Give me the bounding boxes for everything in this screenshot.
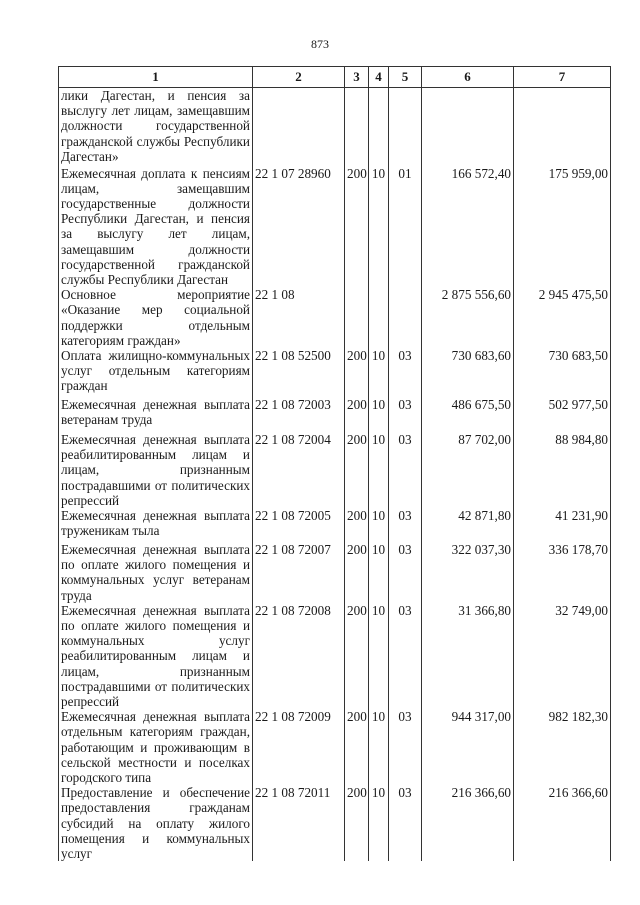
row-value-6: 944 317,00 [422,709,514,785]
row-code: 22 1 08 72009 [253,709,345,785]
row-name: Ежемесячная денежная выплата по оплате жилого помещения и коммунальных услуг реабилитированным лицам и лицам, признанным пострадавшими от политических репрессий [59,603,253,709]
row-name: Ежемесячная денежная выплата по оплате жилого помещения и коммунальных услуг ветеранам труда [59,542,253,603]
row-col4 [369,287,389,348]
row-col5: 03 [389,785,422,861]
table-row [59,432,611,508]
row-col4: 10 [369,166,389,288]
row-name: Ежемесячная денежная выплата реабилитированным лицам и лицам, признанным пострадавшими от политических репрессий [59,432,253,508]
page-number: 873 [311,37,329,51]
row-name: Ежемесячная денежная выплата труженикам тыла [59,508,253,542]
table-row [59,603,611,709]
row-col3 [345,287,369,348]
row-col4: 10 [369,542,389,603]
row-col3: 200 [345,397,369,432]
row-col5: 03 [389,508,422,542]
table-row [59,88,611,166]
table-row [59,397,611,432]
table-row [59,785,611,861]
row-value-6: 31 366,80 [422,603,514,709]
row-col5: 03 [389,542,422,603]
row-col5: 03 [389,397,422,432]
row-name: Предоставление и обеспечение предоставления гражданам субсидий на оплату жилого помещения и коммунальных услуг [59,785,253,861]
row-code: 22 1 08 52500 [253,348,345,397]
row-col4 [369,88,389,166]
row-col5: 03 [389,348,422,397]
row-col4: 10 [369,397,389,432]
table-row [59,348,611,397]
col-header-5: 5 [389,67,422,88]
row-col4: 10 [369,785,389,861]
row-value-6: 87 702,00 [422,432,514,508]
row-col4: 10 [369,348,389,397]
row-col3: 200 [345,785,369,861]
row-col5 [389,287,422,348]
row-col3: 200 [345,709,369,785]
row-col5: 03 [389,432,422,508]
row-col4: 10 [369,432,389,508]
col-header-7: 7 [514,67,611,88]
row-col4: 10 [369,508,389,542]
budget-table [58,66,611,861]
table-row [59,709,611,785]
header-row [59,67,611,88]
row-code: 22 1 08 72007 [253,542,345,603]
row-value-6: 322 037,30 [422,542,514,603]
row-value-6: 486 675,50 [422,397,514,432]
table-row [59,508,611,542]
row-col3: 200 [345,542,369,603]
row-col5: 01 [389,166,422,288]
row-value-7: 41 231,90 [514,508,611,542]
row-code: 22 1 07 28960 [253,166,345,288]
row-value-7: 88 984,80 [514,432,611,508]
row-value-7: 502 977,50 [514,397,611,432]
row-value-7: 336 178,70 [514,542,611,603]
row-col3: 200 [345,603,369,709]
row-code: 22 1 08 72005 [253,508,345,542]
row-col3: 200 [345,432,369,508]
row-name: Ежемесячная доплата к пенсиям лицам, замещавшим государственные должности Республики Дагестан, и пенсия за выслугу лет лицам, замещавшим должности государственной гражданской службы Республики Дагестан [59,166,253,288]
col-header-4: 4 [369,67,389,88]
row-value-7: 2 945 475,50 [514,287,611,348]
table-row [59,287,611,348]
row-code: 22 1 08 72004 [253,432,345,508]
row-code: 22 1 08 72011 [253,785,345,861]
row-col3: 200 [345,508,369,542]
row-code: 22 1 08 72003 [253,397,345,432]
col-header-2: 2 [253,67,345,88]
row-value-7: 175 959,00 [514,166,611,288]
row-col5 [389,88,422,166]
row-name: Ежемесячная денежная выплата отдельным категориям граждан, работающим и проживающим в сельской местности и поселках городского типа [59,709,253,785]
row-code [253,88,345,166]
row-name: лики Дагестан, и пенсия за выслугу лет лицам, замещавшим должности государственной гражданской службы Республики Дагестан» [59,88,253,166]
table-row [59,542,611,603]
row-col3: 200 [345,348,369,397]
row-code: 22 1 08 72008 [253,603,345,709]
row-value-6: 216 366,60 [422,785,514,861]
row-value-7: 32 749,00 [514,603,611,709]
row-value-6: 166 572,40 [422,166,514,288]
row-col5: 03 [389,709,422,785]
row-col4: 10 [369,603,389,709]
row-code: 22 1 08 [253,287,345,348]
row-name: Ежемесячная денежная выплата ветеранам труда [59,397,253,432]
col-header-1: 1 [59,67,253,88]
col-header-3: 3 [345,67,369,88]
row-value-6: 42 871,80 [422,508,514,542]
row-value-6: 730 683,60 [422,348,514,397]
row-col3: 200 [345,166,369,288]
row-value-7: 216 366,60 [514,785,611,861]
row-value-6 [422,88,514,166]
row-value-7: 730 683,50 [514,348,611,397]
table-row [59,166,611,288]
row-value-7: 982 182,30 [514,709,611,785]
row-col4: 10 [369,709,389,785]
row-col5: 03 [389,603,422,709]
row-value-6: 2 875 556,60 [422,287,514,348]
row-name: Оплата жилищно-коммунальных услуг отдельным категориям граждан [59,348,253,397]
row-col3 [345,88,369,166]
row-name: Основное мероприятие «Оказание мер социальной поддержки отдельным категориям граждан» [59,287,253,348]
row-value-7 [514,88,611,166]
col-header-6: 6 [422,67,514,88]
